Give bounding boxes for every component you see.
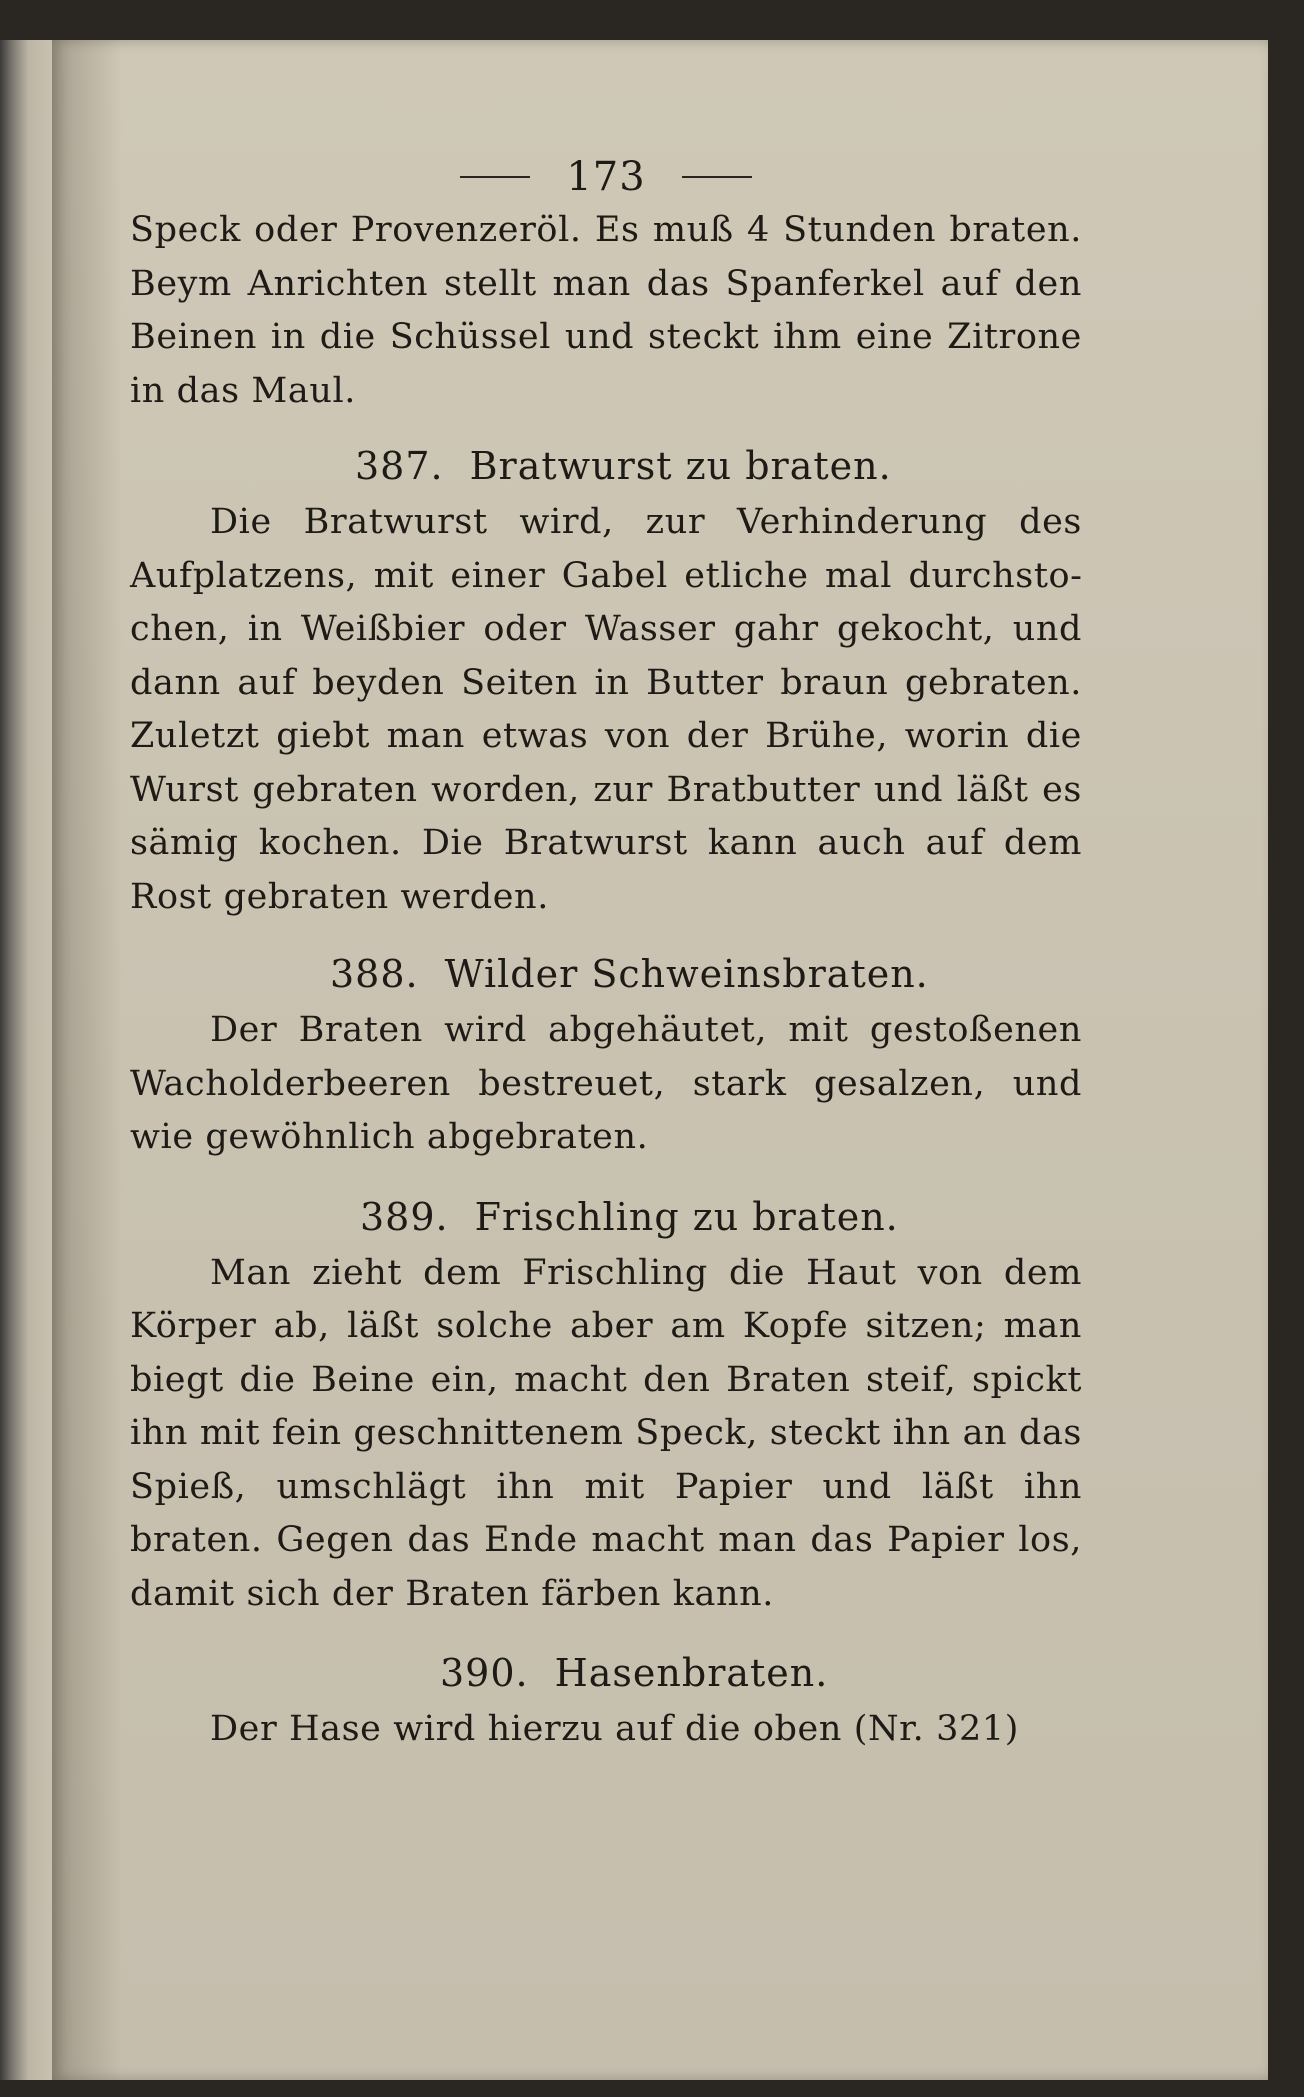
section-number: 387. (355, 444, 444, 488)
previous-page-edge (0, 40, 54, 2080)
section-heading-389 (130, 1187, 1082, 1247)
header-dash-left (460, 176, 530, 178)
section-number: 388. (330, 952, 419, 996)
section-heading-388 (130, 944, 1082, 1004)
page-text-block (130, 152, 1082, 1757)
section-title: Frischling zu braten. (474, 1194, 899, 1239)
section-heading-387 (130, 436, 1082, 496)
book-page (52, 40, 1268, 2080)
section-title: Bratwurst zu braten. (469, 444, 892, 488)
section-number: 389. (360, 1194, 449, 1239)
section-title: Wilder Schweinsbraten. (444, 952, 929, 996)
section-number: 390. (440, 1651, 529, 1695)
section-title: Hasenbraten. (554, 1651, 829, 1695)
header-dash-right (682, 176, 752, 178)
section-body-390: Der Hase wird hierzu auf die oben (Nr. 321) (210, 1709, 1019, 1749)
section-body-388: Der Braten wird abgehäutet, mit gestoßenen Wacholderbeeren bestreuet, stark gesalzen, und wie gewöhnlich abgebraten. (130, 1010, 1082, 1157)
page-spine-shadow (52, 40, 122, 2080)
page-header (130, 152, 1082, 202)
section-body-387: Die Bratwurst wird, zur Verhinderung des Aufplatzens, mit einer Gabel etliche mal durchstochen, in Weißbier oder Wasser gahr gekocht, und dann auf beyden Seiten in Butter braun gebraten. Zuletzt giebt man etwas von der Brühe, worin die Wurst gebraten worden, zur Bratbutter und läßt es sämig kochen. Die Bratwurst kann auch auf dem Rost gebraten werden. (130, 502, 1082, 917)
section-body-389: Man zieht dem Frischling die Haut von dem Körper ab, läßt solche aber am Kopfe sitzen; man biegt die Beine ein, macht den Braten steif, spickt ihn mit fein geschnittenem Speck, steckt ihn an das Spieß, umschlägt ihn mit Papier und läßt ihn braten. Gegen das Ende macht man das Papier los, damit sich der Braten färben kann. (130, 1252, 1082, 1614)
continued-paragraph: Speck oder Provenzeröl. Es muß 4 Stunden braten. Beym Anrichten stellt man das Spanferkel auf den Beinen in die Schüssel und steckt ihm eine Zitrone in das Maul. (130, 210, 1082, 411)
section-heading-390 (130, 1643, 1082, 1703)
page-number: 173 (566, 154, 646, 200)
